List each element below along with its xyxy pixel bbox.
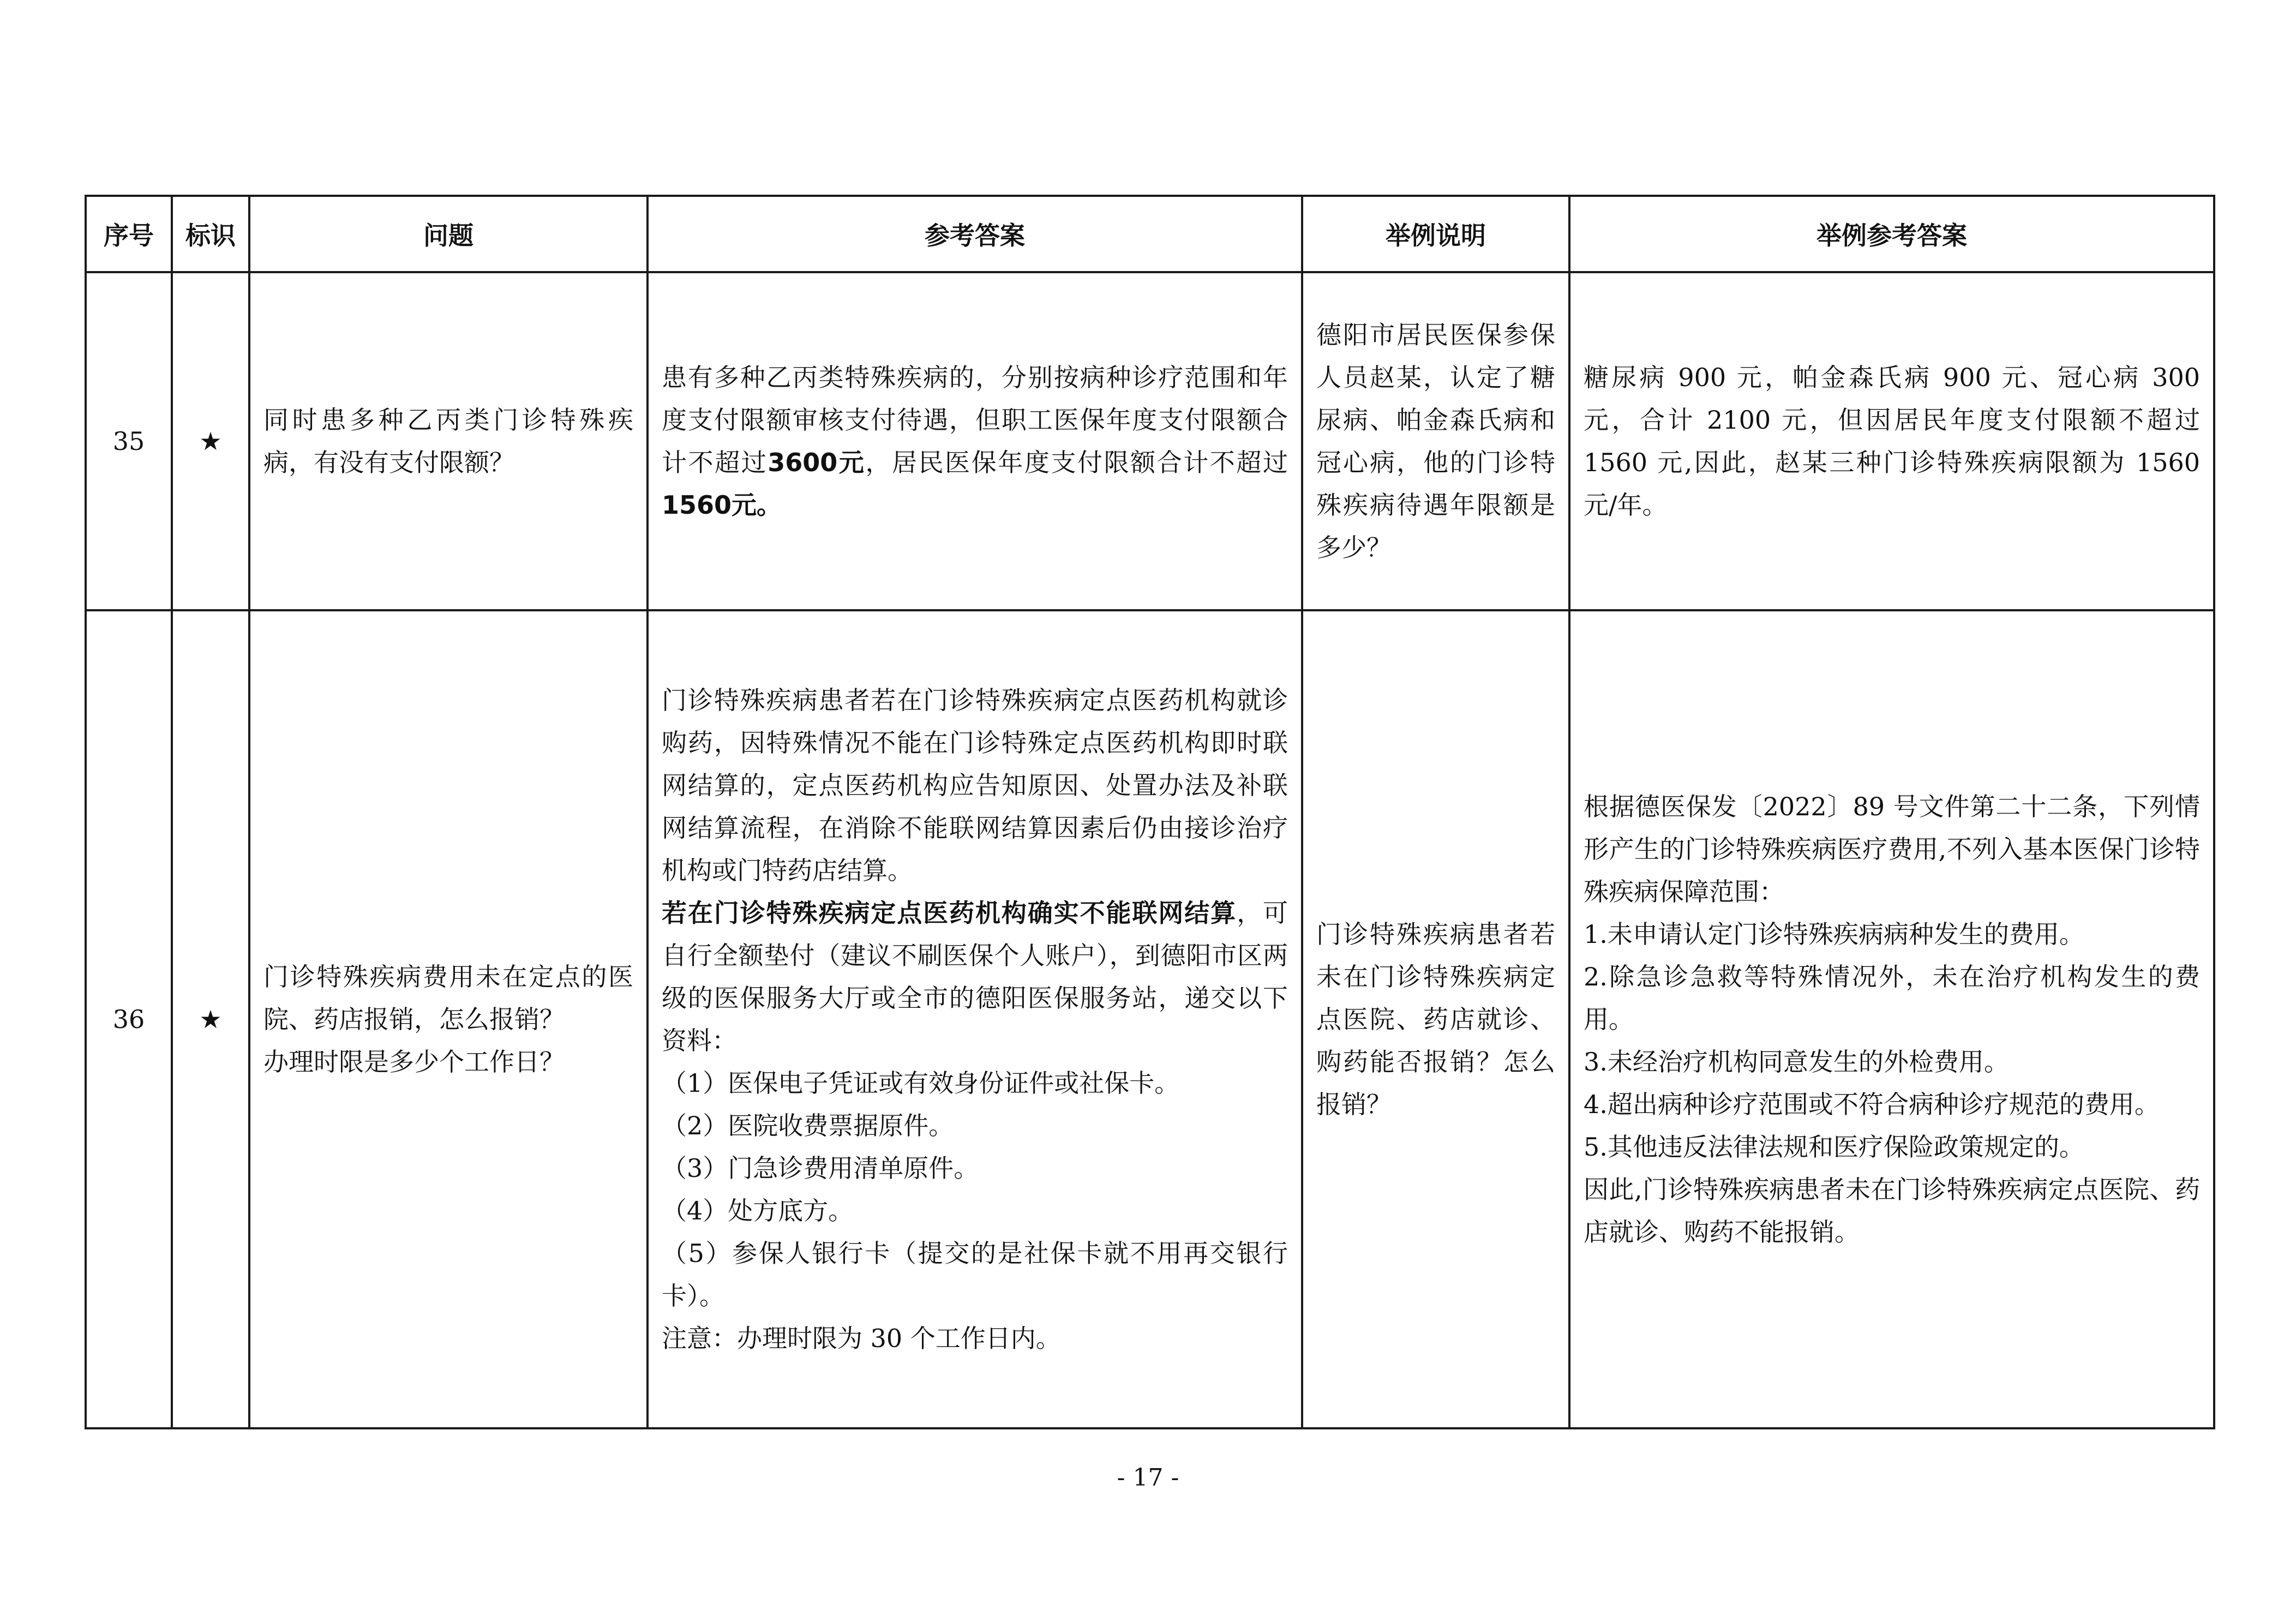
question-cell <box>249 610 648 1428</box>
example-cell <box>1302 610 1569 1428</box>
example-text: 德阳市居民医保参保人员赵某，认定了糖尿病、帕金森氏病和冠心病，他的门诊特殊疾病待遇年限额是多少？ <box>1316 320 1555 562</box>
column-header-example: 举例说明 <box>1302 196 1569 272</box>
table-header-row <box>86 196 2214 272</box>
question-cell <box>249 272 648 610</box>
answer-list-item: （4）处方底方。 <box>662 1196 854 1225</box>
example-answer-item: 4.超出病种诊疗范围或不符合病种诊疗规范的费用。 <box>1584 1090 2160 1119</box>
question-text: 门诊特殊疾病费用未在定点的医院、药店报销，怎么报销？ <box>263 962 633 1034</box>
policy-qa-table <box>85 195 2215 1429</box>
column-header-question: 问题 <box>249 196 648 272</box>
answer-text-mid: ，居民医保年度支付限额合计不超过 <box>865 448 1288 477</box>
answer-list-item: （3）门急诊费用清单原件。 <box>662 1153 979 1183</box>
column-header-answer: 参考答案 <box>648 196 1302 272</box>
example-answer-conclusion: 因此,门诊特殊疾病患者未在门诊特殊疾病定点医院、药店就诊、购药不能报销。 <box>1584 1175 2200 1247</box>
example-cell <box>1302 272 1569 610</box>
answer-paragraph-2 <box>662 892 1288 1062</box>
example-answer-item: 5.其他违反法律法规和医疗保险政策规定的。 <box>1584 1132 2084 1162</box>
example-answer-cell <box>1569 610 2214 1428</box>
answer-bold-amount-2: 1560元。 <box>662 490 782 520</box>
answer-bold-text: 若在门诊特殊疾病定点医药机构确实不能联网结算 <box>662 898 1237 928</box>
column-header-example-answer: 举例参考答案 <box>1569 196 2214 272</box>
table-row-35 <box>86 272 2214 610</box>
column-header-number: 序号 <box>86 196 172 272</box>
example-answer-text: 根据德医保发〔2022〕89 号文件第二十二条，下列情形产生的门诊特殊疾病医疗费用,不列入基本医保门诊特殊疾病保障范围： <box>1584 792 2200 906</box>
example-answer-item: 2.除急诊急救等特殊情况外，未在治疗机构发生的费用。 <box>1584 962 2200 1034</box>
answer-paragraph <box>662 356 1288 526</box>
page-number: - 17 - <box>1117 1464 1179 1492</box>
answer-cell <box>648 610 1302 1428</box>
example-answer-text: 糖尿病 900 元，帕金森氏病 900 元、冠心病 300 元，合计 2100 元，但因居民年度支付限额不超过 1560 元,因此，赵某三种门诊特殊疾病限额为 1560 元/年。 <box>1584 363 2200 520</box>
answer-list-item: （2）医院收费票据原件。 <box>662 1111 954 1140</box>
example-answer-cell <box>1569 272 2214 610</box>
row-number: 35 <box>86 272 172 610</box>
answer-paragraph: 门诊特殊疾病患者若在门诊特殊疾病定点医药机构就诊购药，因特殊情况不能在门诊特殊定点医药机构即时联网结算的，定点医药机构应告知原因、处置办法及补联网结算流程，在消除不能联网结算因素后仍由接诊治疗机构或门特药店结算。 <box>662 686 1288 885</box>
example-answer-item: 3.未经治疗机构同意发生的外检费用。 <box>1584 1047 2009 1077</box>
example-answer-item: 1.未申请认定门诊特殊疾病病种发生的费用。 <box>1584 919 2084 949</box>
answer-text: 患有多种乙丙类特殊疾病的，分别按病种诊疗范围和年度支付限额审核支付待遇，但职工医保年度支付限额合计不超过 <box>662 363 1288 477</box>
answer-cell <box>648 272 1302 610</box>
star-mark-icon: ★ <box>172 610 249 1428</box>
answer-list-item: （5）参保人银行卡（提交的是社保卡就不用再交银行卡）。 <box>662 1239 1288 1311</box>
column-header-mark: 标识 <box>172 196 249 272</box>
answer-text: ，可自行全额垫付（建议不刷医保个人账户），到德阳市区两级的医保服务大厅或全市的德阳医保服务站，递交以下资料： <box>662 898 1288 1055</box>
table-row-36 <box>86 610 2214 1428</box>
answer-bold-amount: 3600元 <box>768 448 866 477</box>
row-number: 36 <box>86 610 172 1428</box>
star-mark-icon: ★ <box>172 272 249 610</box>
answer-list-item: （1）医保电子凭证或有效身份证件或社保卡。 <box>662 1068 1180 1098</box>
question-text-2: 办理时限是多少个工作日？ <box>263 1047 565 1077</box>
answer-note: 注意：办理时限为 30 个工作日内。 <box>662 1324 1061 1353</box>
example-text: 门诊特殊疾病患者若未在门诊特殊疾病定点医院、药店就诊、购药能否报销？怎么报销？ <box>1316 919 1555 1119</box>
question-text: 同时患多种乙丙类门诊特殊疾病，有没有支付限额？ <box>263 405 633 477</box>
